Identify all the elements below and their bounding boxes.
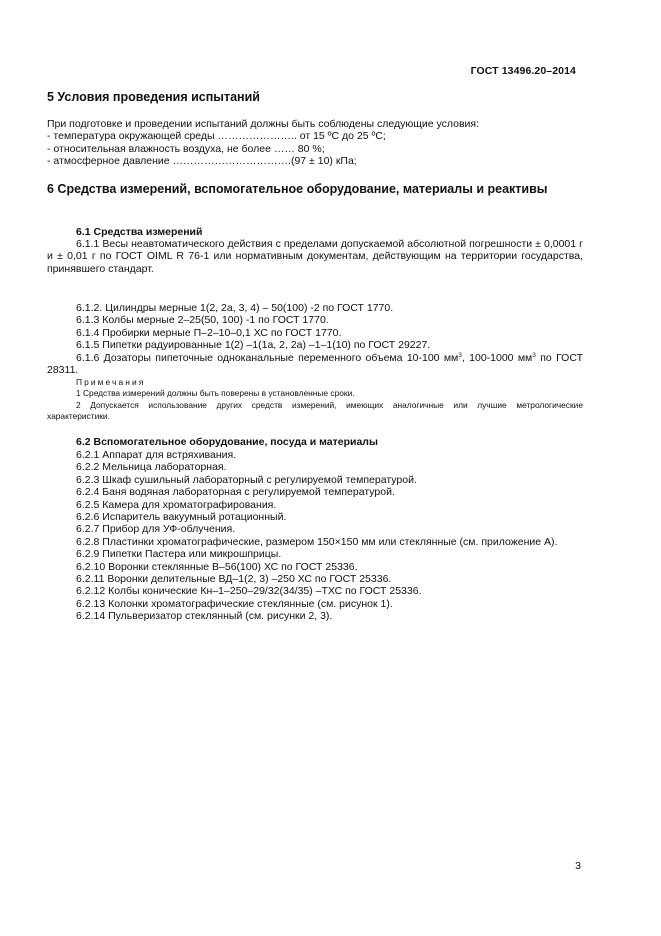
- condition-temperature: - температура окружающей среды ………………….. от 15 ºС до 25 ºС;: [47, 130, 386, 143]
- item-6-2-6: 6.2.6 Испаритель вакуумный ротационный.: [76, 511, 287, 524]
- paragraph-6-1-1-text: 6.1.1 Весы неавтоматического действия с пределами допускаемой абсолютной погрешности ± 0,0001 г и ± 0,01 г по ГОСТ OIML R 76-1 или нормативным документам, действующим на территории государства, принявшего стандарт.: [47, 238, 583, 275]
- note-2: [47, 400, 583, 423]
- page-number: 3: [575, 860, 581, 872]
- standard-code: ГОСТ 13496.20–2014: [470, 65, 576, 77]
- item-6-2-3: 6.2.3 Шкаф сушильный лабораторный с регулируемой температурой.: [76, 473, 417, 486]
- item-6-2-7: 6.2.7 Прибор для УФ-облучения.: [76, 523, 236, 536]
- item-6-2-13: 6.2.13 Колонки хроматографические стеклянные (см. рисунок 1).: [76, 597, 393, 610]
- item-6-1-6-text-b: , 100-1000 мм: [461, 351, 533, 364]
- note-2-text: 2 Допускается использование других средств измерений, имеющих аналогичные или лучшие метрологические характеристики.: [47, 399, 583, 422]
- section-5-body: [47, 118, 583, 168]
- item-6-1-6-text-c: по ГОСТ 28311.: [47, 351, 583, 377]
- item-6-2-8: 6.2.8 Пластинки хроматографические, размером 150×150 мм или стеклянные (см. приложение А).: [76, 535, 558, 548]
- item-6-1-5: 6.1.5 Пипетки радуированные 1(2) –1(1а, 2, 2а) –1–1(10) по ГОСТ 29227.: [76, 339, 431, 352]
- item-6-2-4: 6.2.4 Баня водяная лабораторная с регулируемой температурой.: [76, 486, 395, 499]
- item-6-1-3: 6.1.3 Колбы мерные 2–25(50, 100) -1 по ГОСТ 1770.: [76, 314, 329, 327]
- item-6-1-2: 6.1.2. Цилиндры мерные 1(2, 2а, 3, 4) – 50(100) -2 по ГОСТ 1770.: [76, 302, 394, 314]
- item-6-2-1: 6.2.1 Аппарат для встряхивания.: [76, 449, 237, 461]
- item-6-1-4: 6.1.4 Пробирки мерные П–2–10–0,1 ХС по ГОСТ 1770.: [76, 326, 342, 339]
- section-6-1-list: [47, 302, 583, 376]
- item-6-1-6: [47, 352, 583, 377]
- item-6-2-9: 6.2.9 Пипетки Пастера или микрошприцы.: [76, 548, 282, 561]
- section-6-2-list: [47, 449, 583, 623]
- item-6-2-14: 6.2.14 Пульверизатор стеклянный (см. рисунки 2, 3).: [76, 610, 333, 623]
- superscript-3: 3: [458, 351, 462, 359]
- note-1: 1 Средства измерений должны быть поверены в установленные сроки.: [76, 388, 355, 399]
- section-5-title: 5 Условия проведения испытаний: [47, 90, 260, 104]
- superscript-3b: 3: [532, 351, 536, 359]
- notes-title: Примечания: [76, 377, 146, 387]
- condition-humidity: - относительная влажность воздуха, не более …… 80 %;: [47, 142, 325, 155]
- item-6-2-11: 6.2.11 Воронки делительные ВД–1(2, 3) –250 ХС по ГОСТ 25336.: [76, 573, 392, 586]
- notes-block: [47, 377, 583, 423]
- section-5-intro: При подготовке и проведении испытаний должны быть соблюдены следующие условия:: [47, 118, 479, 130]
- condition-pressure: - атмосферное давление …………………………….(97 ± 10) кПа;: [47, 155, 357, 168]
- item-6-1-6-text-a: 6.1.6 Дозаторы пипеточные одноканальные переменного объема 10-100 мм: [76, 351, 459, 364]
- section-6-2-title: 6.2 Вспомогательное оборудование, посуда и материалы: [76, 436, 378, 448]
- item-6-2-12: 6.2.12 Колбы конические Кн–1–250–29/32(34/35) –ТХС по ГОСТ 25336.: [76, 585, 422, 598]
- item-6-2-5: 6.2.5 Камера для хроматографирования.: [76, 498, 277, 511]
- section-6-1-title: 6.1 Средства измерений: [76, 226, 203, 238]
- section-6-title: 6 Средства измерений, вспомогательное оборудование, материалы и реактивы: [47, 182, 548, 196]
- paragraph-6-1-1: [47, 238, 583, 275]
- item-6-2-10: 6.2.10 Воронки стеклянные В–56(100) ХС по ГОСТ 25336.: [76, 560, 358, 573]
- item-6-2-2: 6.2.2 Мельница лабораторная.: [76, 461, 227, 474]
